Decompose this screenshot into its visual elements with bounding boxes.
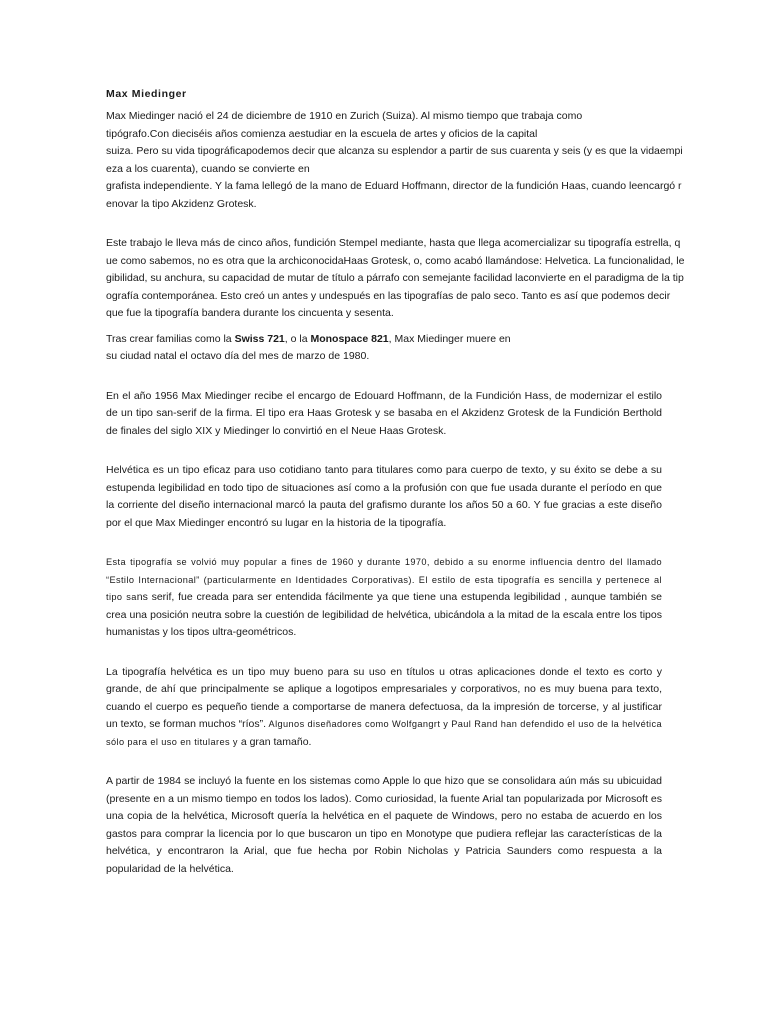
text-line: enovar la tipo Akzidenz Grotesk. (106, 197, 257, 210)
text-line: suiza. Pero su vida tipográficapodemos decir que alcanza su esplendor a partir de sus cuarenta y seis (y es que la vidaempi (106, 145, 683, 157)
paragraph-commission: En el año 1956 Max Miedinger recibe el encargo de Edouard Hoffmann, de la Fundición Hass, de modernizar el estilo de un tipo san-serif de la firma. El tipo era Haas Grotesk y se basaba en el Akzidenz Grotesk de la Fundición Berthold de finales del siglo XIX y Miedinger lo convirtió en el Neue Haas Grotesk. (106, 389, 662, 437)
text-run: ns serif, fue creada para ser entendida fácilmente ya que tiene una estupenda legibilidad , aunque también se crea una posición neutra sobre la cuestión de legibilidad de helvética, ubicándola a la mitad de la escala entre los tipos humanistas y los tipos ultra-geométricos. (106, 591, 663, 638)
font-name-swiss: Swiss 721 (234, 332, 285, 345)
text-run: Tras crear familias como la (106, 332, 235, 345)
text-run: a gran tamaño. (237, 735, 312, 748)
paragraph-arial: A partir de 1984 se incluyó la fuente en los sistemas como Apple lo que hizo que se consolidara aún más su ubicuidad (presente en a un mismo tiempo en todos los lados). Como curiosidad, la fuente Arial tan popularizada por Microsoft es una copia de la helvética, Microsoft quería la helvética en el paquete de Windows, pero no estaba de acuerdo en los gastos para comprar la licencia por lo que buscaron un tipo en Monotype que pudiera reflejar las características de la helvética, y encontraron la Arial, que fue hecha por Robin Nicholas y Patricia Saunders como respuesta a la popularidad de la helvética. (106, 775, 662, 875)
document-page (106, 88, 685, 878)
text-run: La tipografía helvética es un tipo muy bueno para su uso en títulos u otras aplicaciones donde el texto es corto y grande, de ahí que principalmente se aplique a logotipos empresariales y corporativos, no es muy buena para texto, cuando el cuerpo es pequeño tiende a comportarse de manera defectuosa, da la impresión de torcerse, y al justificar un texto, se forman muchos “ríos”. (106, 665, 662, 730)
text-line: grafista independiente. Y la fama lellegó de la mano de Eduard Hoffmann, director de la fundición Haas, cuando leencargó r (106, 180, 682, 192)
text-line: gibilidad, su anchura, su capacidad de mutar de título a párrafo con semejante facilidad laconvierte en el paradigma de la tip (106, 272, 684, 284)
text-line: tipógrafo.Con dieciséis años comienza aestudiar en la escuela de artes y oficios de la capital (106, 127, 538, 140)
text-run: , o la (284, 332, 311, 345)
text-line (106, 331, 662, 349)
text-line: ue como sabemos, no es otra que la archiconocidaHaas Grotesk, o, como acabó llamándose: Helvetica. La funcionalidad, le (106, 254, 685, 267)
paragraph-families (106, 331, 662, 366)
paragraph-helvetica-origin (106, 235, 685, 323)
document-title: Max Miedinger (106, 88, 187, 100)
text-line: ografía contemporánea. Esto creó un antes y undespués en las tipografías de palo seco. Tanto es así que podemos decir (106, 289, 671, 302)
paragraph-popularity (106, 554, 662, 642)
text-line: eza a los cuarenta), cuando se convierte en (106, 162, 310, 175)
text-line: Este trabajo le lleva más de cinco años, fundición Stempel mediante, hasta que llega acomercializar su tipografía estrella, q (106, 237, 681, 249)
text-line: Max Miedinger nació el 24 de diciembre de 1910 en Zurich (Suiza). Al mismo tiempo que trabaja como (106, 110, 583, 122)
text-run-alt-font: Esta tipografía se volvió muy popular a fines de 1960 y durante 1970, debido a su enorme influencia dentro del llamado “Estilo Internacional” (particularmente en Identidades Corporativas). El estilo de esta tipografía es sencilla y pertenece al tipo sa (106, 557, 662, 602)
text-line: su ciudad natal el octavo día del mes de marzo de 1980. (106, 350, 370, 362)
text-line: que fue la tipografía bandera durante los cincuenta y sesenta. (106, 307, 394, 319)
paragraph-birth (106, 108, 683, 213)
paragraph-legibility: Helvética es un tipo eficaz para uso cotidiano tanto para titulares como para cuerpo de texto, y su éxito se debe a su estupenda legibilidad en todo tipo de situaciones así como a la profusión con que fue usada durante el período en que la corriente del diseño internacional marcó la pauta del grafismo durante los años 50 a 60. Y fue gracias a este diseño por el que Max Miedinger encontró su lugar en la historia de la tipografía. (106, 464, 662, 529)
text-run-alt-font: Algunos diseñadores como Wolfgangrt y Paul Rand han defendido el uso de la helvética sólo para el uso en titulares y (106, 719, 662, 747)
paragraph-usage (106, 664, 662, 752)
text-run: , Max Miedinger muere en (388, 332, 511, 345)
font-name-monospace: Monospace 821 (310, 332, 389, 345)
